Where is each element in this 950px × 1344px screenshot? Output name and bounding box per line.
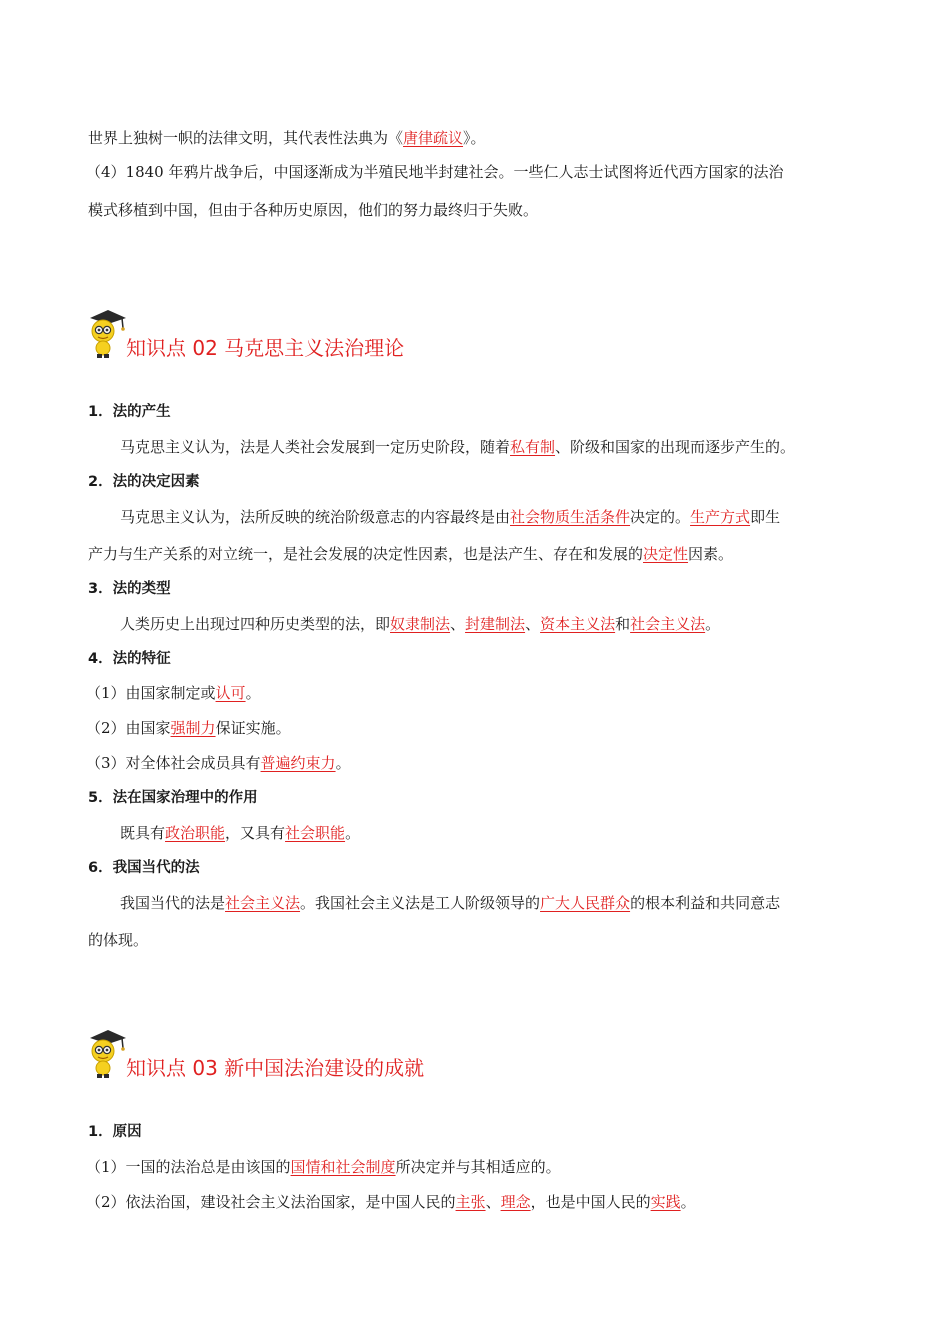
keyword: 唐律疏议: [403, 129, 464, 147]
item-title: 2．法的决定因素: [88, 474, 200, 490]
text: 。: [335, 754, 351, 772]
text: （1）一国的法治总是由该国的: [86, 1158, 291, 1176]
item-text: [120, 614, 720, 634]
text: 。: [680, 1193, 696, 1211]
text: 。: [345, 824, 361, 842]
text: 、: [525, 615, 541, 633]
keyword: 生产方式: [690, 508, 751, 526]
text: ，也是中国人民的: [530, 1193, 651, 1211]
intro-line-3: 模式移植到中国，但由于各种历史原因，他们的努力最终归于失败。: [88, 201, 539, 219]
text: 和: [615, 615, 631, 633]
text: 。: [705, 615, 721, 633]
item-title: 3．法的类型: [88, 581, 171, 597]
keyword: 奴隶制法: [390, 615, 451, 633]
keyword: 封建制法: [465, 615, 526, 633]
intro-line-2: （4）1840 年鸦片战争后，中国逐渐成为半殖民地半封建社会。一些仁人志士试图将近代西方国家的法治: [86, 163, 784, 181]
item-text: [86, 753, 351, 773]
item-text: [86, 718, 291, 738]
text: 的根本利益和共同意志: [630, 894, 781, 912]
keyword: 国情和社会制度: [290, 1158, 396, 1176]
text: ，又具有: [225, 824, 286, 842]
text: （2）由国家: [86, 719, 171, 737]
text: 。: [245, 684, 261, 702]
keyword: 社会主义法: [225, 894, 301, 912]
item-text: [88, 544, 733, 564]
text: 马克思主义认为，法所反映的统治阶级意志的内容最终是由: [120, 508, 511, 526]
text: 产力与生产关系的对立统一，是社会发展的决定性因素，也是法产生、存在和发展的: [88, 545, 644, 563]
keyword: 社会主义法: [630, 615, 706, 633]
text: 我国当代的法是: [120, 894, 226, 912]
text: 人类历史上出现过四种历史类型的法，即: [120, 615, 391, 633]
item-title: 1．原因: [88, 1124, 142, 1140]
keyword: 资本主义法: [540, 615, 616, 633]
text: 即生: [750, 508, 781, 526]
section-title: 知识点 02 马克思主义法治理论: [126, 336, 405, 360]
keyword: 理念: [500, 1193, 531, 1211]
keyword: 社会职能: [285, 824, 346, 842]
text: 、阶级和国家的出现而逐步产生的。: [555, 438, 796, 456]
text: 》。: [463, 129, 486, 147]
item-title: 5．法在国家治理中的作用: [88, 790, 258, 806]
text: 、: [450, 615, 466, 633]
keyword: 社会物质生活条件: [510, 508, 631, 526]
item-text: [120, 507, 780, 527]
text: 既具有: [120, 824, 166, 842]
text: （3）对全体社会成员具有: [86, 754, 261, 772]
keyword: 认可: [215, 684, 246, 702]
intro-line-1: [88, 128, 486, 148]
keyword: 主张: [455, 1193, 486, 1211]
text: 世界上独树一帜的法律文明，其代表性法典为《: [88, 129, 404, 147]
text: 因素。: [688, 545, 734, 563]
keyword: 广大人民群众: [540, 894, 631, 912]
keyword: 决定性: [643, 545, 689, 563]
item-text: [120, 893, 780, 913]
item-text: [120, 437, 795, 457]
item-text: 的体现。: [88, 931, 149, 949]
section-title: 知识点 03 新中国法治建设的成就: [126, 1056, 425, 1080]
graduate-mascot-icon: [86, 1028, 128, 1080]
keyword: 强制力: [170, 719, 216, 737]
item-text: [120, 823, 360, 843]
text: （2）依法治国，建设社会主义法治国家，是中国人民的: [86, 1193, 456, 1211]
text: 所决定并与其相适应的。: [395, 1158, 561, 1176]
keyword: 实践: [650, 1193, 681, 1211]
item-title: 4．法的特征: [88, 651, 171, 667]
graduate-mascot-icon: [86, 308, 128, 360]
keyword: 私有制: [510, 438, 556, 456]
item-text: [86, 1192, 696, 1212]
keyword: 普遍约束力: [260, 754, 336, 772]
text: （1）由国家制定或: [86, 684, 216, 702]
text: 保证实施。: [215, 719, 291, 737]
text: 决定的。: [630, 508, 691, 526]
text: 。我国社会主义法是工人阶级领导的: [300, 894, 541, 912]
item-title: 6．我国当代的法: [88, 860, 200, 876]
item-text: [86, 1157, 561, 1177]
keyword: 政治职能: [165, 824, 226, 842]
item-title: 1．法的产生: [88, 404, 171, 420]
item-text: [86, 683, 261, 703]
text: 马克思主义认为，法是人类社会发展到一定历史阶段，随着: [120, 438, 511, 456]
text: 、: [485, 1193, 501, 1211]
